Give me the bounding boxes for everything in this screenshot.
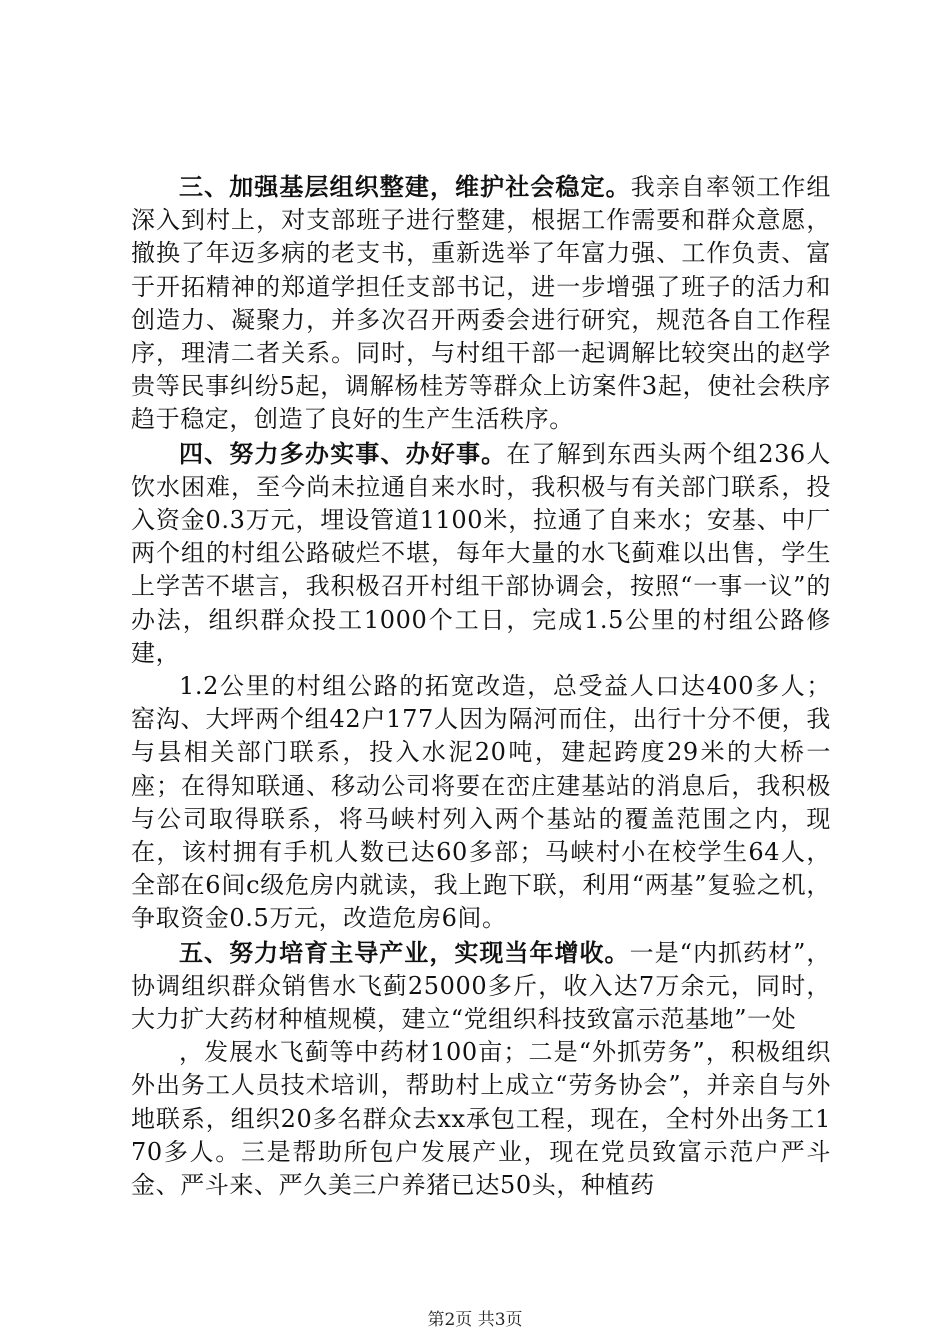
paragraph-continuation	[131, 670, 831, 936]
section-heading: 四、努力多办实事、办好事。	[179, 438, 507, 468]
paragraph-section-4	[131, 437, 831, 670]
paragraph-text: 1.2公里的村组公路的拓宽改造，总受益人口达400多人；窑沟、大坪两个组42户177人因为隔河而住，出行十分不便，我与县相关部门联系，投入水泥20吨，建起跨度29米的大桥一座；在得知联通、移动公司将要在峦庄建基站的消息后，我积极与公司取得联系，将马峡村列入两个基站的覆盖范围之内，现在，该村拥有手机人数已达60多部；马峡村小在校学生64人，全部在6间c级危房内就读，我上跑下联，利用“两基”复验之机，争取资金0.5万元，改造危房6间。	[131, 672, 831, 933]
page-footer: 第2页 共3页	[427, 1310, 523, 1330]
paragraph-section-5	[131, 936, 831, 1037]
section-heading: 五、努力培育主导产业，实现当年增收。	[179, 937, 630, 967]
paragraph-text: ，发展水飞蓟等中药材100亩；二是“外抓劳务”，积极组织外出务工人员技术培训，帮助村上成立“劳务协会”，并亲自与外地联系，组织20多名群众去xx承包工程，现在，全村外出务工170多人。三是帮助所包户发展产业，现在党员致富示范户严斗金、严斗来、严久美三户养猪已达50头，种植药	[131, 1038, 831, 1200]
paragraph-text: 一是“内抓药材”，协调组织群众销售水飞蓟25000多斤，收入达7万余元，同时，大力扩大药材种植规模，建立“党组织科技致富示范基地”一处	[131, 938, 831, 1034]
paragraph-section-3	[131, 170, 831, 437]
paragraph-text: 我亲自率领工作组深入到村上，对支部班子进行整建，根据工作需要和群众意愿，撤换了年迈多病的老支书，重新选举了年富力强、工作负责、富于开拓精神的郑道学担任支部书记，进一步增强了班子的活力和创造力、凝聚力，并多次召开两委会进行研究，规范各自工作程序，理清二者关系。同时，与村组干部一起调解比较突出的赵学贵等民事纠纷5起，调解杨桂芳等群众上访案件3起，使社会秩序趋于稳定，创造了良好的生产生活秩序。	[131, 173, 831, 434]
paragraph-continuation	[131, 1036, 831, 1202]
paragraph-text: 在了解到东西头两个组236人饮水困难，至今尚未拉通自来水时，我积极与有关部门联系，投入资金0.3万元，埋设管道1100米，拉通了自来水；安基、中厂两个组的村组公路破烂不堪，每年大量的水飞蓟难以出售，学生上学苦不堪言，我积极召开村组干部协调会，按照“一事一议”的办法，组织群众投工1000个工日，完成1.5公里的村组公路修建，	[131, 439, 831, 667]
section-heading: 三、加强基层组织整建，维护社会稳定。	[179, 172, 631, 201]
document-body	[131, 170, 831, 1202]
